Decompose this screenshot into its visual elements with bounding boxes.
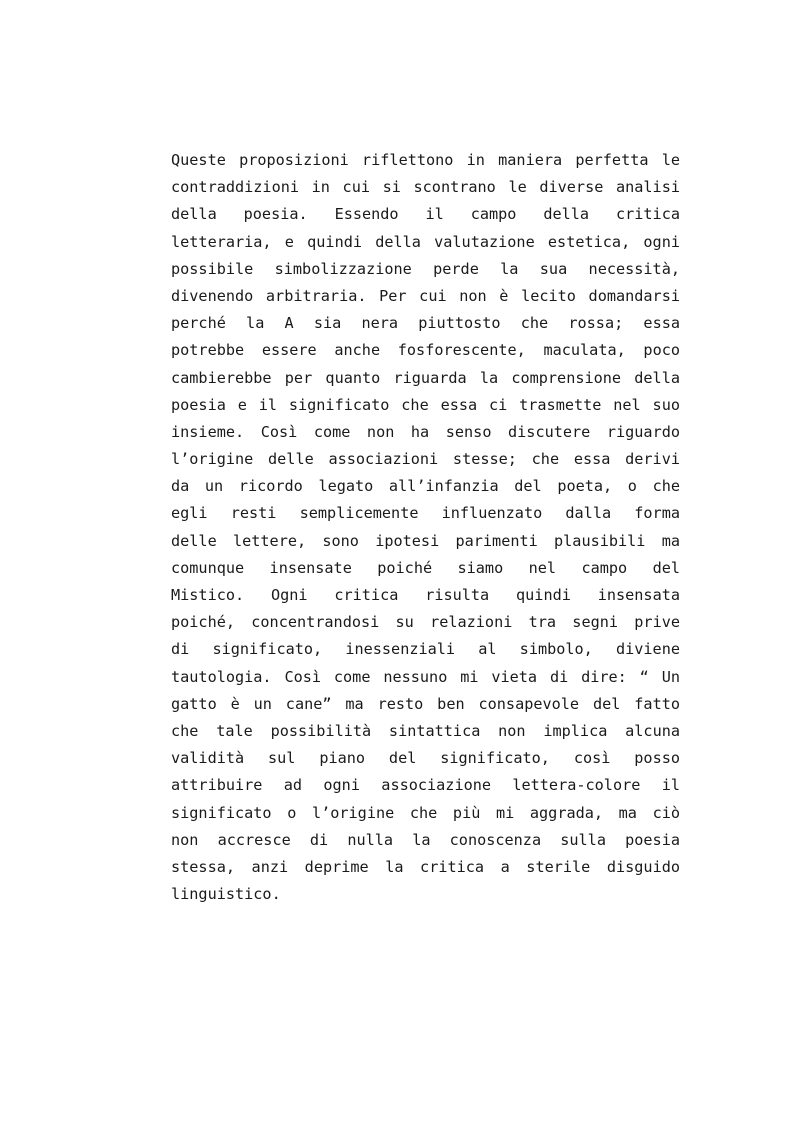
paragraph-line: cambierebbe per quanto riguarda la comprensione della [171, 368, 680, 387]
paragraph-line: contraddizioni in cui si scontrano le diverse analisi [171, 178, 680, 197]
paragraph-line: delle lettere, sono ipotesi parimenti plausibili ma [171, 531, 680, 550]
paragraph-line: Queste proposizioni riflettono in maniera perfetta le [171, 151, 680, 169]
paragraph-line: stessa, anzi deprime la critica a sterile disguido [171, 857, 680, 876]
paragraph-line: comunque insensate poiché siamo nel campo del [171, 558, 680, 577]
paragraph-line: da un ricordo legato all’infanzia del poeta, o che [171, 477, 680, 496]
paragraph-line: linguistico. [171, 885, 281, 904]
paragraph-line: Mistico. Ogni critica risulta quindi insensata [171, 586, 680, 604]
paragraph-line: l’origine delle associazioni stesse; che essa derivi [171, 450, 680, 469]
paragraph-line: della poesia. Essendo il campo della critica [171, 205, 680, 224]
body-paragraph [171, 147, 680, 908]
paragraph-line: che tale possibilità sintattica non implica alcuna [171, 721, 680, 740]
paragraph-line: poiché, concentrandosi su relazioni tra segni prive [171, 613, 680, 632]
paragraph-line: non accresce di nulla la conoscenza sulla poesia [171, 830, 680, 849]
paragraph-line: tautologia. Così come nessuno mi vieta di dire: “ Un [171, 667, 680, 686]
paragraph-line: attribuire ad ogni associazione lettera-colore il [171, 776, 680, 795]
paragraph-line: divenendo arbitraria. Per cui non è lecito domandarsi [171, 286, 680, 305]
paragraph-line: di significato, inessenziali al simbolo, diviene [171, 640, 680, 659]
paragraph-line: letteraria, e quindi della valutazione estetica, ogni [171, 232, 680, 251]
paragraph-line: possibile simbolizzazione perde la sua necessità, [171, 259, 680, 278]
paragraph-line: potrebbe essere anche fosforescente, maculata, poco [171, 341, 680, 360]
paragraph-line: egli resti semplicemente influenzato dalla forma [171, 504, 680, 523]
paragraph-line: poesia e il significato che essa ci trasmette nel suo [171, 395, 680, 414]
paragraph-line: perché la A sia nera piuttosto che rossa; essa [171, 314, 680, 333]
paragraph-line: insieme. Così come non ha senso discutere riguardo [171, 422, 680, 441]
paragraph-line: significato o l’origine che più mi aggrada, ma ciò [171, 803, 680, 822]
paragraph-line: validità sul piano del significato, così posso [171, 749, 680, 768]
paragraph-line: gatto è un cane” ma resto ben consapevole del fatto [171, 694, 680, 713]
